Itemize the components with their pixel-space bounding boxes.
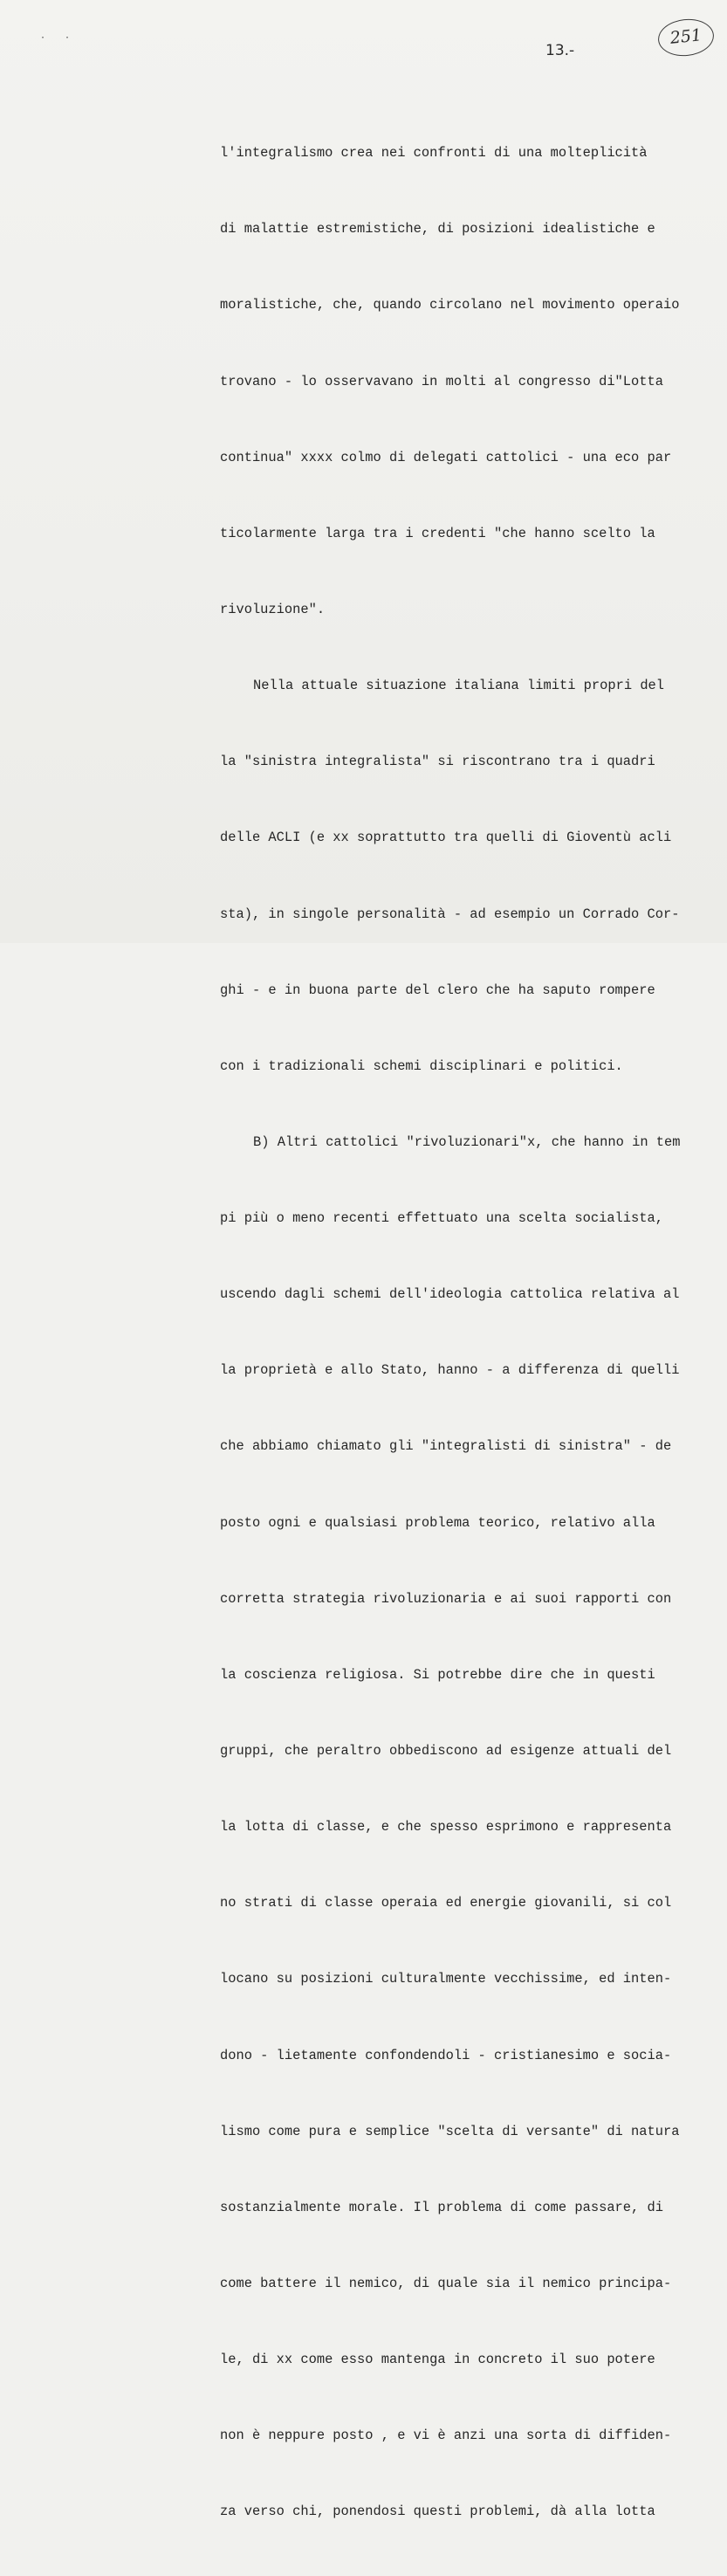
- text-line: come battere il nemico, di quale sia il nemico principa-: [220, 2276, 672, 2292]
- text-line: con i tradizionali schemi disciplinari e politici.: [220, 1057, 623, 1074]
- text-line: la coscienza religiosa. Si potrebbe dire che in questi: [220, 1666, 655, 1683]
- text-line: le, di xx come esso mantenga in concreto il suo potere: [220, 2352, 655, 2368]
- text-line: pi più o meno recenti effettuato una scelta socialista,: [220, 1210, 663, 1227]
- page-number: 13.-: [545, 42, 575, 59]
- text-line: lismo come pura e semplice "scelta di versante" di natura: [220, 2123, 680, 2139]
- text-line: di malattie estremistiche, di posizioni idealistiche e: [220, 221, 655, 238]
- text-line: continua" xxxx colmo di delegati cattolici - una eco par: [220, 449, 672, 465]
- text-line: la proprietà e allo Stato, hanno - a differenza di quelli: [220, 1362, 680, 1379]
- header-marks: · ·: [40, 33, 78, 43]
- text-line: che abbiamo chiamato gli "integralisti di sinistra" - de: [220, 1438, 672, 1455]
- text-line: la lotta di classe, e che spesso esprimono e rappresenta: [220, 1819, 672, 1836]
- text-line: corretta strategia rivoluzionaria e ai suoi rapporti con: [220, 1590, 672, 1607]
- text-line: no strati di classe operaia ed energie giovanili, si col: [220, 1895, 672, 1911]
- text-line: non è neppure posto , e vi è anzi una sorta di diffiden-: [220, 2428, 672, 2444]
- text-line: delle ACLI (e xx soprattutto tra quelli di Gioventù acli: [220, 830, 672, 846]
- text-line: dono - lietamente confondendoli - cristianesimo e socia-: [220, 2047, 672, 2063]
- text-line: ticolarmente larga tra i credenti "che hanno scelto la: [220, 525, 655, 541]
- text-line: locano su posizioni culturalmente vecchissime, ed inten-: [220, 1971, 672, 1987]
- text-line: l'integralismo crea nei confronti di una molteplicità: [220, 145, 648, 162]
- text-line: la "sinistra integralista" si riscontrano tra i quadri: [220, 754, 655, 770]
- text-line: gruppi, che peraltro obbediscono ad esigenze attuali del: [220, 1743, 672, 1760]
- text-line: B) Altri cattolici "rivoluzionari"x, che hanno in tem: [253, 1133, 681, 1150]
- text-line: sta), in singole personalità - ad esempio un Corrado Cor-: [220, 906, 680, 922]
- text-line: rivoluzione".: [220, 601, 326, 617]
- text-line: ghi - e in buona parte del clero che ha saputo rompere: [220, 981, 655, 998]
- text-line: za verso chi, ponendosi questi problemi, dà alla lotta: [220, 2504, 655, 2520]
- text-line: sostanzialmente morale. Il problema di come passare, di: [220, 2199, 663, 2215]
- archive-stamp: [656, 17, 716, 59]
- text-line: posto ogni e qualsiasi problema teorico, relativo alla: [220, 1514, 655, 1531]
- text-line: Nella attuale situazione italiana limiti propri del: [253, 678, 665, 694]
- text-line: trovano - lo osservavano in molti al congresso di"Lotta: [220, 373, 663, 389]
- text-line: uscendo dagli schemi dell'ideologia cattolica relativa al: [220, 1286, 680, 1303]
- stamp-number: 251: [669, 25, 703, 48]
- text-line: moralistiche, che, quando circolano nel movimento operaio: [220, 297, 680, 313]
- body-text: [220, 90, 709, 2576]
